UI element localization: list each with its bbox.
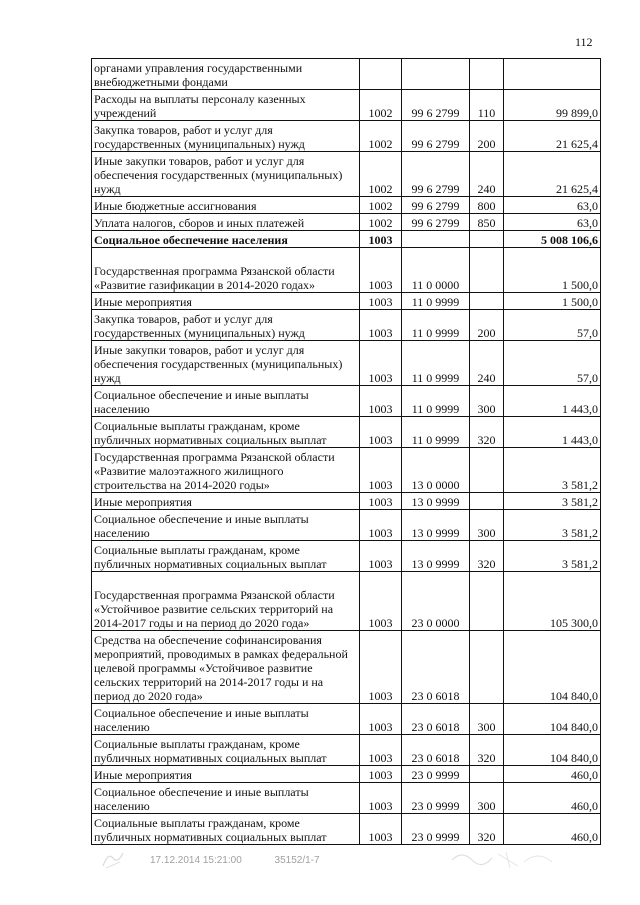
row-section-cell: 1002 bbox=[360, 152, 402, 197]
table-row bbox=[92, 766, 601, 783]
row-article-cell: 13 0 9999 bbox=[402, 541, 470, 572]
row-type-cell: 320 bbox=[470, 735, 504, 766]
row-name-cell: Иные мероприятия bbox=[92, 293, 360, 310]
row-type-cell: 850 bbox=[470, 214, 504, 231]
row-amount-cell: 63,0 bbox=[504, 197, 601, 214]
row-name-cell: Иные мероприятия bbox=[92, 493, 360, 510]
row-type-cell: 800 bbox=[470, 197, 504, 214]
row-article-cell: 23 0 9999 bbox=[402, 814, 470, 845]
row-name-cell: Социальное обеспечение и иные выплаты населению bbox=[92, 510, 360, 541]
row-section-cell: 1003 bbox=[360, 310, 402, 341]
row-name-cell: органами управления государственными внебюджетными фондами bbox=[92, 59, 360, 90]
row-name-cell: Социальные выплаты гражданам, кроме публичных нормативных социальных выплат bbox=[92, 814, 360, 845]
row-article-cell: 23 0 6018 bbox=[402, 704, 470, 735]
row-article-cell: 23 0 6018 bbox=[402, 631, 470, 704]
row-amount-cell: 1 500,0 bbox=[504, 248, 601, 293]
table-row bbox=[92, 572, 601, 631]
row-amount-cell: 99 899,0 bbox=[504, 90, 601, 121]
row-section-cell: 1003 bbox=[360, 631, 402, 704]
budget-table bbox=[91, 58, 601, 845]
seal-mark-icon bbox=[100, 848, 126, 870]
row-name-cell: Расходы на выплаты персоналу казенных учреждений bbox=[92, 90, 360, 121]
row-article-cell: 13 0 9999 bbox=[402, 510, 470, 541]
row-article-cell: 99 6 2799 bbox=[402, 152, 470, 197]
table-row bbox=[92, 152, 601, 197]
row-section-cell: 1003 bbox=[360, 448, 402, 493]
footer-timestamp: 17.12.2014 15:21:00 bbox=[150, 855, 242, 866]
row-section-cell: 1003 bbox=[360, 735, 402, 766]
row-amount-cell: 3 581,2 bbox=[504, 541, 601, 572]
footer bbox=[150, 855, 350, 866]
budget-table-body bbox=[92, 59, 601, 845]
row-amount-cell: 1 443,0 bbox=[504, 386, 601, 417]
row-name-cell: Средства на обеспечение софинансирования мероприятий, проводимых в рамках федеральной целевой программы «Устойчивое развитие сельских территорий на 2014-2017 годы и на период до 2020 года» bbox=[92, 631, 360, 704]
table-row bbox=[92, 814, 601, 845]
row-name-cell: Государственная программа Рязанской области «Развитие газификации в 2014-2020 годах» bbox=[92, 248, 360, 293]
row-article-cell bbox=[402, 59, 470, 90]
row-section-cell: 1003 bbox=[360, 572, 402, 631]
row-article-cell: 23 0 9999 bbox=[402, 783, 470, 814]
table-row bbox=[92, 510, 601, 541]
row-type-cell bbox=[470, 448, 504, 493]
row-amount-cell: 21 625,4 bbox=[504, 152, 601, 197]
row-article-cell: 99 6 2799 bbox=[402, 197, 470, 214]
row-article-cell: 23 0 0000 bbox=[402, 572, 470, 631]
row-name-cell: Иные закупки товаров, работ и услуг для обеспечения государственных (муниципальных) нужд bbox=[92, 341, 360, 386]
row-amount-cell: 63,0 bbox=[504, 214, 601, 231]
row-type-cell bbox=[470, 572, 504, 631]
row-name-cell: Социальные выплаты гражданам, кроме публичных нормативных социальных выплат bbox=[92, 735, 360, 766]
table-row bbox=[92, 293, 601, 310]
row-type-cell: 320 bbox=[470, 814, 504, 845]
row-article-cell: 13 0 0000 bbox=[402, 448, 470, 493]
table-row bbox=[92, 214, 601, 231]
row-type-cell: 300 bbox=[470, 704, 504, 735]
row-amount-cell: 460,0 bbox=[504, 783, 601, 814]
row-name-cell: Иные закупки товаров, работ и услуг для обеспечения государственных (муниципальных) нужд bbox=[92, 152, 360, 197]
row-section-cell: 1003 bbox=[360, 704, 402, 735]
row-amount-cell: 3 581,2 bbox=[504, 510, 601, 541]
row-name-cell: Закупка товаров, работ и услуг для государственных (муниципальных) нужд bbox=[92, 121, 360, 152]
row-amount-cell: 1 500,0 bbox=[504, 293, 601, 310]
row-type-cell: 110 bbox=[470, 90, 504, 121]
table-row bbox=[92, 121, 601, 152]
row-section-cell: 1003 bbox=[360, 417, 402, 448]
row-article-cell: 11 0 0000 bbox=[402, 248, 470, 293]
row-article-cell: 23 0 9999 bbox=[402, 766, 470, 783]
table-row bbox=[92, 783, 601, 814]
row-type-cell bbox=[470, 231, 504, 248]
row-section-cell: 1002 bbox=[360, 197, 402, 214]
row-amount-cell: 5 008 106,6 bbox=[504, 231, 601, 248]
row-article-cell bbox=[402, 231, 470, 248]
row-article-cell: 11 0 9999 bbox=[402, 310, 470, 341]
row-amount-cell: 1 443,0 bbox=[504, 417, 601, 448]
row-type-cell: 320 bbox=[470, 417, 504, 448]
row-type-cell: 320 bbox=[470, 541, 504, 572]
table-row bbox=[92, 631, 601, 704]
row-section-cell bbox=[360, 59, 402, 90]
stamp-mark-icon bbox=[448, 846, 558, 872]
row-amount-cell: 57,0 bbox=[504, 310, 601, 341]
row-type-cell: 300 bbox=[470, 386, 504, 417]
row-type-cell: 300 bbox=[470, 783, 504, 814]
row-section-cell: 1003 bbox=[360, 783, 402, 814]
row-name-cell: Закупка товаров, работ и услуг для государственных (муниципальных) нужд bbox=[92, 310, 360, 341]
table-row bbox=[92, 448, 601, 493]
row-amount-cell: 460,0 bbox=[504, 766, 601, 783]
row-name-cell: Иные мероприятия bbox=[92, 766, 360, 783]
row-amount-cell bbox=[504, 59, 601, 90]
row-section-cell: 1002 bbox=[360, 214, 402, 231]
row-type-cell bbox=[470, 493, 504, 510]
row-type-cell: 240 bbox=[470, 152, 504, 197]
row-section-cell: 1003 bbox=[360, 248, 402, 293]
row-article-cell: 23 0 6018 bbox=[402, 735, 470, 766]
table-row bbox=[92, 197, 601, 214]
row-amount-cell: 3 581,2 bbox=[504, 448, 601, 493]
row-section-cell: 1003 bbox=[360, 341, 402, 386]
row-amount-cell: 104 840,0 bbox=[504, 704, 601, 735]
row-type-cell: 200 bbox=[470, 121, 504, 152]
row-section-cell: 1002 bbox=[360, 90, 402, 121]
row-type-cell bbox=[470, 631, 504, 704]
table-row bbox=[92, 493, 601, 510]
row-amount-cell: 104 840,0 bbox=[504, 735, 601, 766]
row-amount-cell: 460,0 bbox=[504, 814, 601, 845]
row-article-cell: 13 0 9999 bbox=[402, 493, 470, 510]
row-section-cell: 1003 bbox=[360, 231, 402, 248]
row-name-cell: Социальные выплаты гражданам, кроме публичных нормативных социальных выплат bbox=[92, 417, 360, 448]
table-row bbox=[92, 417, 601, 448]
row-name-cell: Государственная программа Рязанской области «Устойчивое развитие сельских территорий на 2014-2017 годы и на период до 2020 года» bbox=[92, 572, 360, 631]
row-type-cell bbox=[470, 248, 504, 293]
row-section-cell: 1003 bbox=[360, 493, 402, 510]
row-type-cell bbox=[470, 293, 504, 310]
table-row bbox=[92, 386, 601, 417]
row-type-cell bbox=[470, 766, 504, 783]
table-row bbox=[92, 541, 601, 572]
row-section-cell: 1003 bbox=[360, 386, 402, 417]
table-row bbox=[92, 310, 601, 341]
row-type-cell: 300 bbox=[470, 510, 504, 541]
row-section-cell: 1002 bbox=[360, 121, 402, 152]
row-name-cell: Социальное обеспечение населения bbox=[92, 231, 360, 248]
row-name-cell: Социальное обеспечение и иные выплаты населению bbox=[92, 704, 360, 735]
row-name-cell: Социальное обеспечение и иные выплаты населению bbox=[92, 783, 360, 814]
row-amount-cell: 3 581,2 bbox=[504, 493, 601, 510]
row-type-cell: 200 bbox=[470, 310, 504, 341]
row-section-cell: 1003 bbox=[360, 766, 402, 783]
table-row bbox=[92, 341, 601, 386]
table-row bbox=[92, 231, 601, 248]
row-article-cell: 99 6 2799 bbox=[402, 90, 470, 121]
table-row bbox=[92, 704, 601, 735]
row-amount-cell: 57,0 bbox=[504, 341, 601, 386]
row-section-cell: 1003 bbox=[360, 510, 402, 541]
row-type-cell: 240 bbox=[470, 341, 504, 386]
row-amount-cell: 21 625,4 bbox=[504, 121, 601, 152]
row-section-cell: 1003 bbox=[360, 541, 402, 572]
row-amount-cell: 104 840,0 bbox=[504, 631, 601, 704]
row-name-cell: Социальное обеспечение и иные выплаты населению bbox=[92, 386, 360, 417]
row-name-cell: Государственная программа Рязанской области «Развитие малоэтажного жилищного строительства на 2014-2020 годы» bbox=[92, 448, 360, 493]
row-section-cell: 1003 bbox=[360, 293, 402, 310]
page-number: 112 bbox=[575, 35, 593, 49]
row-section-cell: 1003 bbox=[360, 814, 402, 845]
row-article-cell: 11 0 9999 bbox=[402, 417, 470, 448]
row-name-cell: Иные бюджетные ассигнования bbox=[92, 197, 360, 214]
row-article-cell: 11 0 9999 bbox=[402, 386, 470, 417]
row-type-cell bbox=[470, 59, 504, 90]
table-row bbox=[92, 735, 601, 766]
row-article-cell: 11 0 9999 bbox=[402, 341, 470, 386]
row-article-cell: 99 6 2799 bbox=[402, 121, 470, 152]
footer-doc-code: 35152/1-7 bbox=[274, 855, 320, 866]
row-name-cell: Социальные выплаты гражданам, кроме публичных нормативных социальных выплат bbox=[92, 541, 360, 572]
table-row bbox=[92, 248, 601, 293]
row-name-cell: Уплата налогов, сборов и иных платежей bbox=[92, 214, 360, 231]
row-article-cell: 11 0 9999 bbox=[402, 293, 470, 310]
row-article-cell: 99 6 2799 bbox=[402, 214, 470, 231]
table-row bbox=[92, 59, 601, 90]
table-row bbox=[92, 90, 601, 121]
row-amount-cell: 105 300,0 bbox=[504, 572, 601, 631]
